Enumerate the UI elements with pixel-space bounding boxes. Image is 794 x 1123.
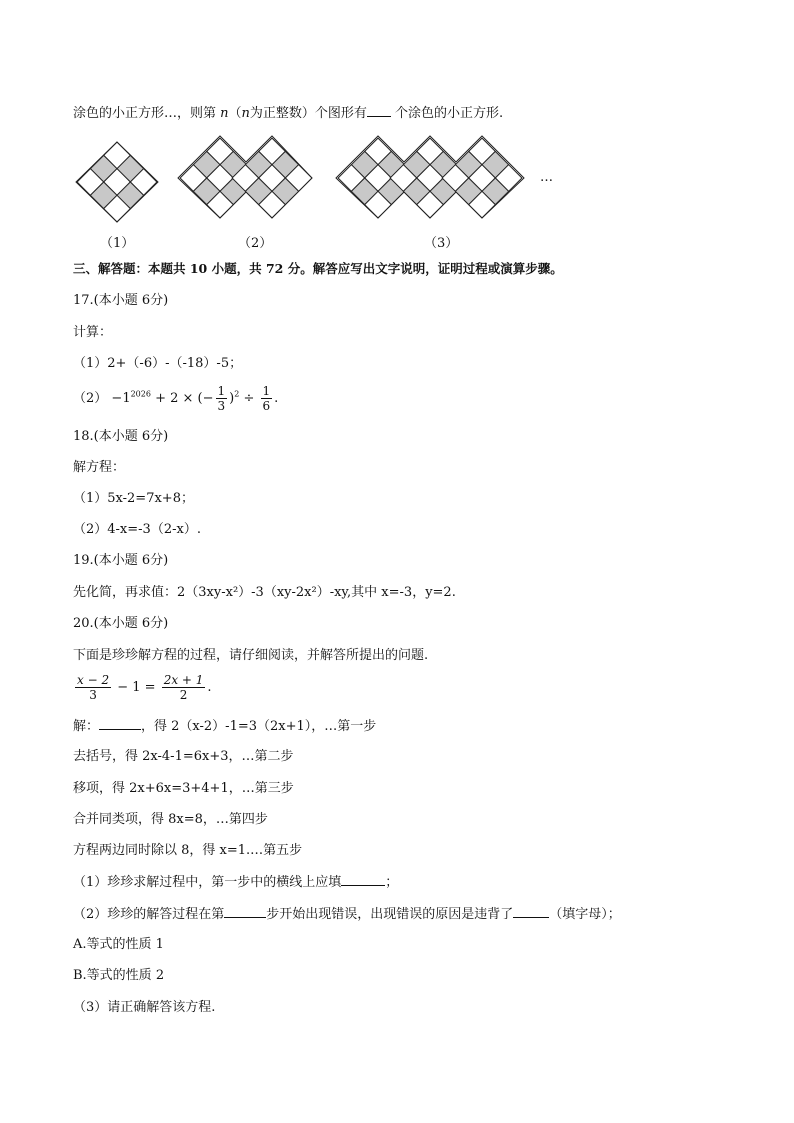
figure-3: [334, 132, 528, 220]
q20-option-b: B.等式的性质 2: [73, 968, 165, 983]
q17-item2-exp: 2026: [130, 389, 151, 399]
q17-item1: （1）2+（-6）-（-18）-5；: [73, 356, 243, 371]
q20-equation: [73, 673, 212, 702]
sub1-blank[interactable]: [341, 873, 385, 886]
q17-item2-base: −1: [111, 391, 131, 406]
section-heading: 三、解答题：本题共 10 小题，共 72 分。解答应写出文字说明，证明过程或演算步骤。: [73, 261, 563, 276]
step1-blank[interactable]: [99, 717, 141, 730]
q19-text: 先化简，再求值：2（3xy-x²）-3（xy-2x²）-xy,其中 x=-3，y=2.: [73, 585, 456, 600]
q20-eq-end: .: [207, 680, 212, 695]
q17-item2-square: 2: [234, 389, 240, 399]
q17-fraction-2: $\frac{1}{6}$: [262, 384, 271, 413]
q17-instruction: 计算：: [73, 325, 113, 340]
q17-item2-prefix: （2）: [73, 391, 108, 406]
figures-ellipsis: …: [540, 170, 553, 185]
q20-frac-left: $\frac{x - 2}{3}$: [77, 673, 110, 702]
q20-frac-right: $\frac{2x + 1}{2}$: [163, 673, 204, 702]
figure-label-2: （2）: [238, 236, 273, 251]
q17-item2-mid: + 2 × (−: [150, 391, 214, 406]
q18-item2: （2）4-x=-3（2-x）.: [73, 522, 201, 537]
q17-item2: [73, 384, 278, 413]
q20-step4: 合并同类项，得 8x=8，…第四步: [73, 812, 268, 827]
top-text-line: [73, 104, 503, 123]
q20-sub1: （1）珍珍求解过程中，第一步中的横线上应填 ；: [73, 875, 399, 890]
q20-step3: 移项，得 2x+6x=3+4+1，…第三步: [73, 781, 294, 796]
q17-fraction-1: $\frac{1}{3}$: [217, 384, 226, 413]
q17-item2-end: .: [274, 391, 279, 406]
answer-blank[interactable]: [367, 104, 391, 117]
q18-item1: （1）5x-2=7x+8；: [73, 491, 194, 506]
q19-header: 19.(本小题 6分): [73, 553, 169, 568]
q18-instruction: 解方程：: [73, 460, 126, 475]
figure-label-1: （1）: [100, 236, 135, 251]
figure-label-3: （3）: [424, 236, 459, 251]
q20-step5: 方程两边同时除以 8，得 x=1.…第五步: [73, 843, 303, 858]
q17-header: 17.(本小题 6分): [73, 293, 169, 308]
figure-2: [176, 132, 314, 220]
q20-option-a: A.等式的性质 1: [73, 937, 164, 952]
sub2-blank-1[interactable]: [224, 905, 266, 918]
top-text-post: 个涂色的小正方形.: [390, 106, 504, 121]
q20-step1: 解： ，得 2（x-2）-1=3（2x+1），…第一步: [73, 719, 377, 734]
q20-intro: 下面是珍珍解方程的过程，请仔细阅读，并解答所提出的问题.: [73, 648, 429, 663]
q20-eq-mid: − 1 =: [113, 680, 160, 695]
top-text-n2: n: [241, 106, 250, 121]
q20-sub3: （3）请正确解答该方程.: [73, 1000, 216, 1015]
q20-step2: 去括号，得 2x-4-1=6x+3，…第二步: [73, 749, 294, 764]
q17-item2-div: ÷: [239, 391, 259, 406]
top-text-mid1: （: [228, 106, 242, 121]
sub2-blank-2[interactable]: [513, 905, 549, 918]
top-text-pre: 涂色的小正方形…，则第: [73, 106, 221, 121]
q20-header: 20.(本小题 6分): [73, 616, 169, 631]
top-text-mid2: 为正整数）个图形有: [249, 106, 367, 121]
figure-1: [74, 140, 160, 224]
q18-header: 18.(本小题 6分): [73, 429, 169, 444]
q17-item2-paren: ): [229, 391, 235, 406]
q20-sub2: （2）珍珍的解答过程在第 步开始出现错误，出现错误的原因是违背了 （填字母）；: [73, 907, 621, 922]
top-text-n1: n: [220, 106, 229, 121]
